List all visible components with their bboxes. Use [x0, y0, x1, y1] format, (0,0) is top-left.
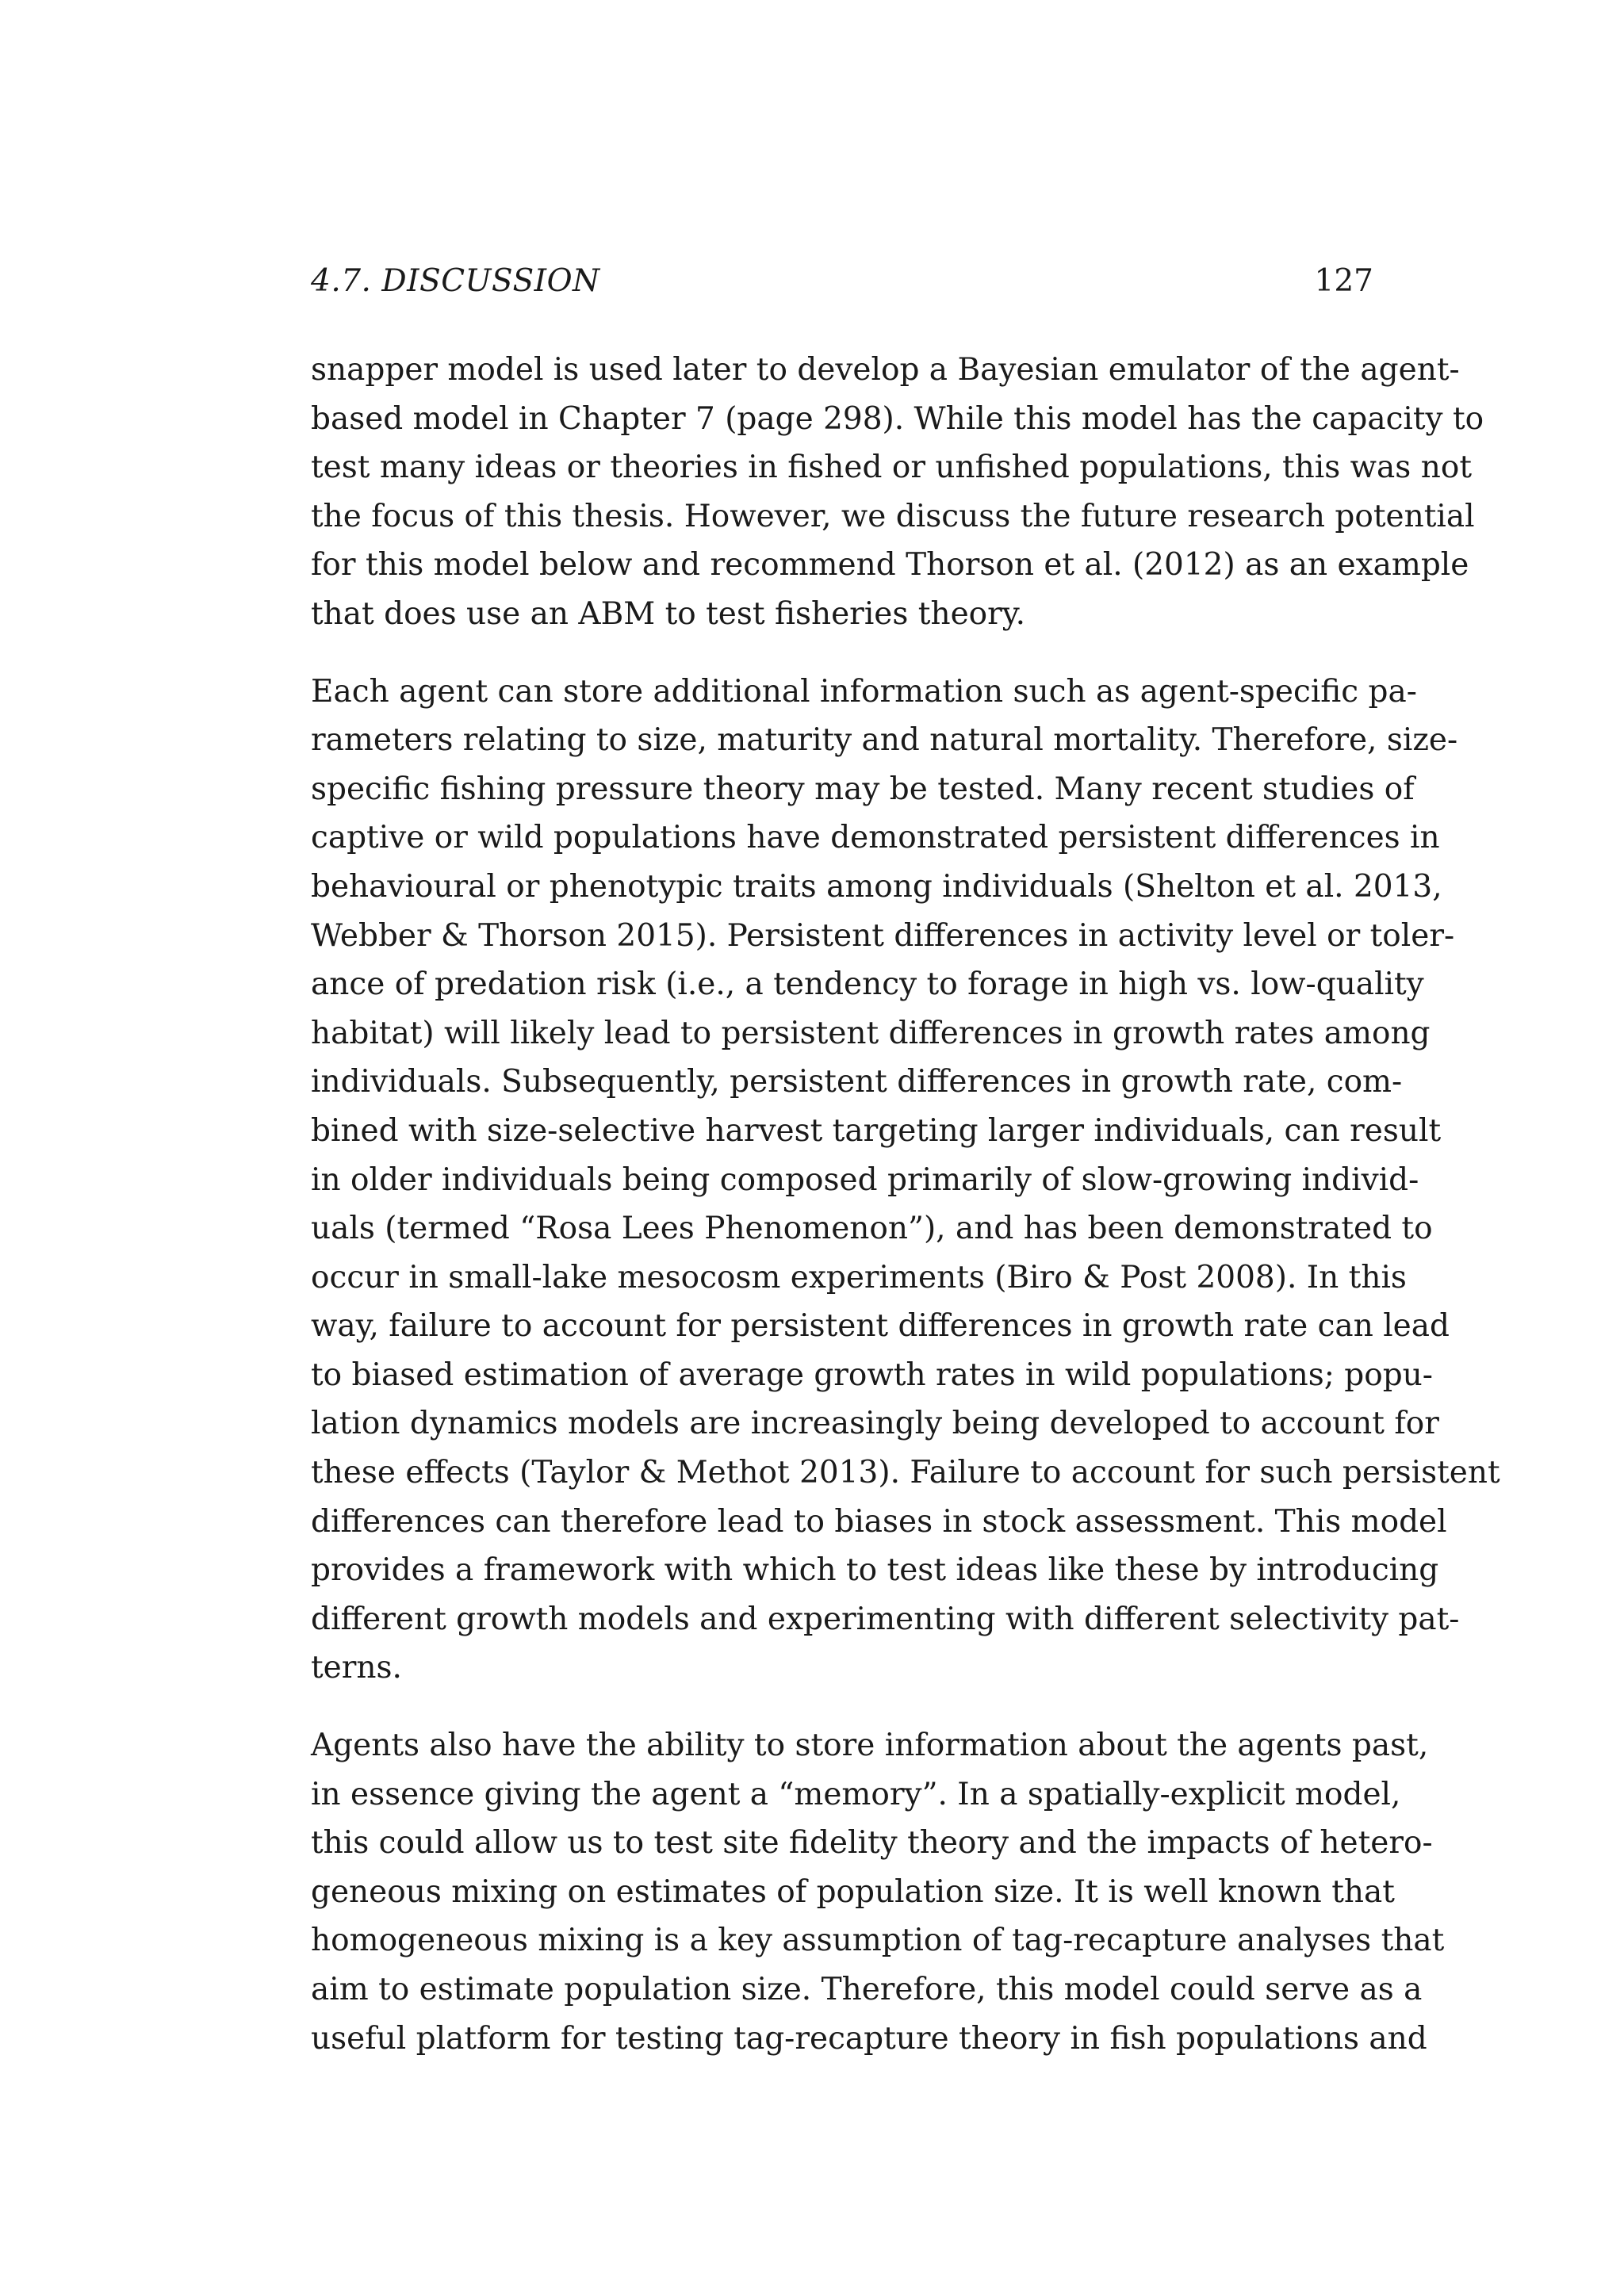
text-line: useful platform for testing tag-recapture theory in fish populations and — [311, 2020, 1427, 2057]
text-line: differences can therefore lead to biases in stock assessment. This model — [311, 1503, 1447, 1540]
text-line: in essence giving the agent a “memory”. In a spatially-explicit model, — [311, 1776, 1401, 1812]
text-line: captive or wild populations have demonstrated persistent differences in — [311, 820, 1440, 856]
text-line: behavioural or phenotypic traits among individuals (Shelton et al. 2013, — [311, 868, 1442, 905]
text-line: these effects (Taylor & Methot 2013). Failure to account for such persistent — [311, 1455, 1500, 1491]
paragraph-2 — [311, 668, 1500, 1693]
document-page — [311, 0, 1500, 2296]
text-line: that does use an ABM to test fisheries theory. — [311, 595, 1026, 632]
text-line: ance of predation risk (i.e., a tendency to forage in high vs. low-quality — [311, 966, 1424, 1003]
text-line: provides a framework with which to test ideas like these by introducing — [311, 1552, 1439, 1589]
text-line: the focus of this thesis. However, we discuss the future research potential — [311, 498, 1475, 534]
text-line: terns. — [311, 1650, 402, 1686]
text-line: rameters relating to size, maturity and natural mortality. Therefore, size- — [311, 722, 1458, 759]
text-line: test many ideas or theories in fished or unfished populations, this was not — [311, 450, 1472, 486]
text-line: this could allow us to test site fidelity theory and the impacts of hetero- — [311, 1825, 1433, 1862]
text-line: Each agent can store additional information such as agent-specific pa- — [311, 673, 1417, 710]
text-line: to biased estimation of average growth rates in wild populations; popu- — [311, 1357, 1433, 1393]
text-line: uals (termed “Rosa Lees Phenomenon”), and has been demonstrated to — [311, 1211, 1433, 1247]
text-line: snapper model is used later to develop a Bayesian emulator of the agent- — [311, 352, 1460, 388]
running-header — [311, 262, 1373, 301]
text-line: way, failure to account for persistent differences in growth rate can lead — [311, 1308, 1450, 1345]
text-line: Agents also have the ability to store information about the agents past, — [311, 1728, 1429, 1764]
paragraph-3 — [311, 1721, 1445, 2063]
paragraph-1 — [311, 346, 1484, 639]
text-line: individuals. Subsequently, persistent differences in growth rate, com- — [311, 1064, 1403, 1100]
text-line: homogeneous mixing is a key assumption of tag-recapture analyses that — [311, 1923, 1445, 1959]
text-line: habitat) will likely lead to persistent differences in growth rates among — [311, 1015, 1431, 1051]
text-line: Webber & Thorson 2015). Persistent differences in activity level or toler- — [311, 917, 1455, 954]
text-line: occur in small-lake mesocosm experiments (Biro & Post 2008). In this — [311, 1259, 1407, 1295]
text-line: lation dynamics models are increasingly being developed to account for — [311, 1406, 1439, 1442]
text-line: specific fishing pressure theory may be tested. Many recent studies of — [311, 771, 1415, 807]
text-line: bined with size-selective harvest targeting larger individuals, can result — [311, 1112, 1442, 1149]
text-line: aim to estimate population size. Therefore, this model could serve as a — [311, 1972, 1423, 2007]
body-text — [311, 346, 1500, 2091]
text-line: based model in Chapter 7 (page 298). While this model has the capacity to — [311, 400, 1484, 437]
text-line: different growth models and experimenting with different selectivity pat- — [311, 1601, 1460, 1637]
text-line: geneous mixing on estimates of population size. It is well known that — [311, 1873, 1395, 1910]
text-line: for this model below and recommend Thorson et al. (2012) as an example — [311, 547, 1469, 584]
text-line: in older individuals being composed primarily of slow-growing individ- — [311, 1161, 1419, 1198]
section-title: 4.7. DISCUSSION — [311, 263, 600, 299]
page-number: 127 — [1314, 263, 1373, 299]
